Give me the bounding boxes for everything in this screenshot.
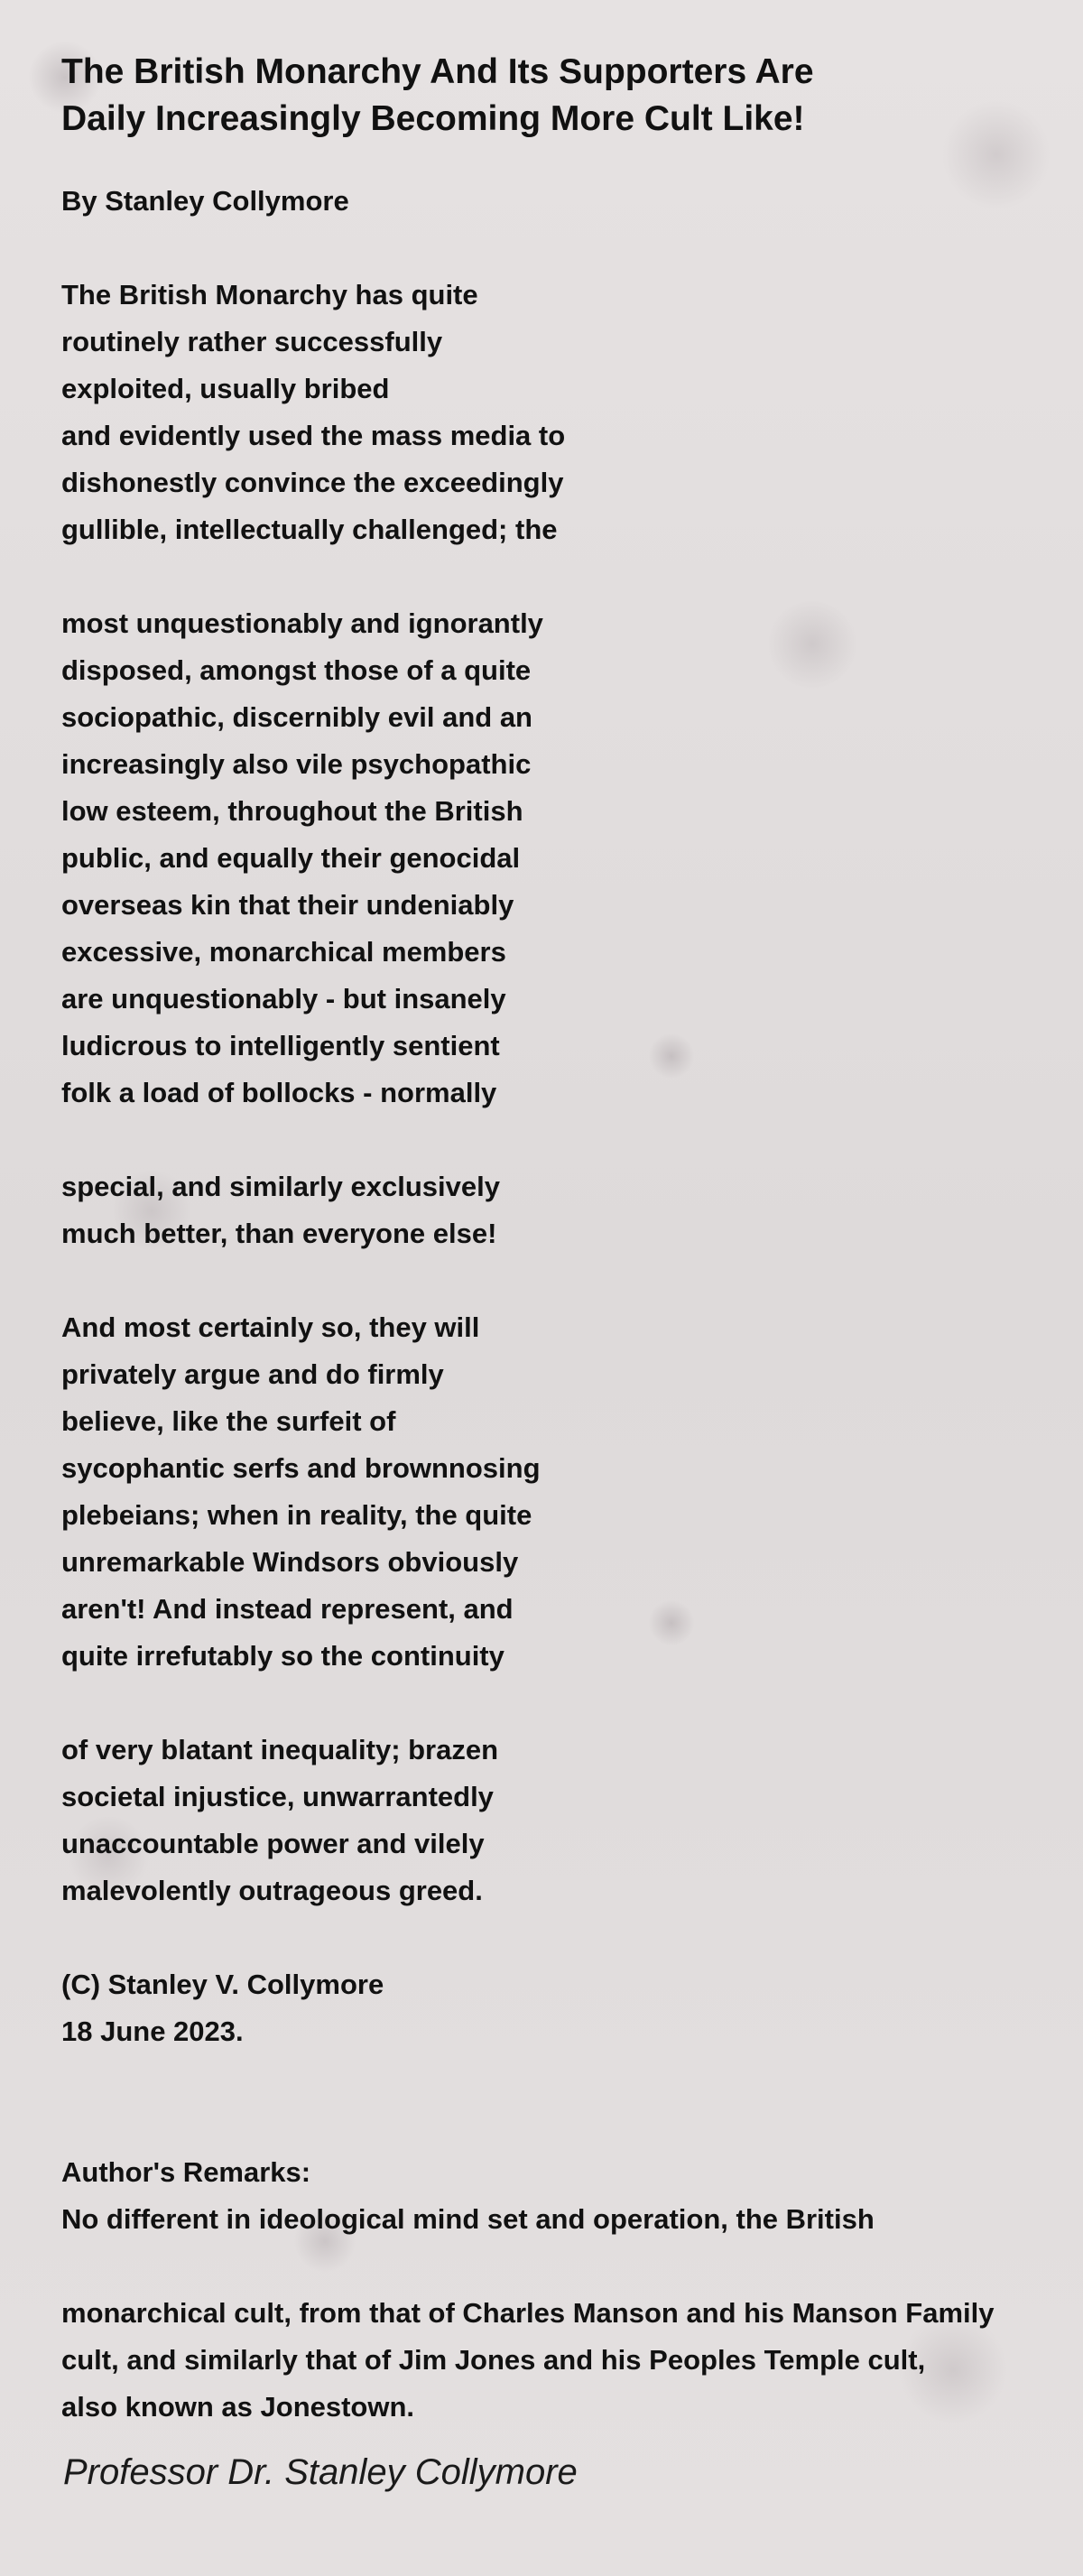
poem-line: And most certainly so, they will (61, 1311, 480, 1343)
poem-line: are unquestionably - but insanely (61, 983, 506, 1015)
poem-line: dishonestly convince the exceedingly (61, 467, 564, 498)
poem-line: exploited, usually bribed (61, 373, 390, 404)
poem-line: The British Monarchy has quite (61, 279, 478, 310)
poem-line: cult, and similarly that of Jim Jones and his Peoples Temple cult, (61, 2344, 926, 2376)
stanza (61, 272, 1083, 553)
poem-line: unaccountable power and vilely (61, 1828, 485, 1859)
poem-title-line: Daily Increasingly Becoming More Cult Like! (61, 99, 805, 138)
poem-line: sycophantic serfs and brownnosing (61, 1452, 541, 1484)
poem-line: also known as Jonestown. (61, 2391, 415, 2423)
stanza (61, 1304, 1083, 1680)
copyright-block (61, 1961, 1083, 2055)
poem-line: low esteem, throughout the British (61, 795, 523, 827)
poem-line: most unquestionably and ignorantly (61, 607, 543, 639)
stanza (61, 2290, 1083, 2431)
poem-body (61, 272, 1083, 2431)
poem-author: By Stanley Collymore (61, 185, 349, 217)
author-signature: Professor Dr. Stanley Collymore (63, 2452, 578, 2492)
author-remarks (61, 2149, 1083, 2243)
poem-line: unremarkable Windsors obviously (61, 1546, 519, 1578)
copyright-line: (C) Stanley V. Collymore (61, 1969, 384, 2000)
poem-line: disposed, amongst those of a quite (61, 654, 532, 686)
poem-line: quite irrefutably so the continuity (61, 1640, 504, 1672)
poem-line: malevolently outrageous greed. (61, 1875, 483, 1906)
poem-line: folk a load of bollocks - normally (61, 1077, 497, 1108)
poem-line: aren't! And instead represent, and (61, 1593, 514, 1625)
poem-line: No different in ideological mind set and operation, the British (61, 2203, 875, 2235)
poem-line: special, and similarly exclusively (61, 1171, 500, 1202)
poem-line: societal injustice, unwarrantedly (61, 1781, 494, 1812)
poem-line: privately argue and do firmly (61, 1358, 444, 1390)
poem-line: public, and equally their genocidal (61, 842, 521, 874)
stanza (61, 1163, 1083, 1257)
poem-line: overseas kin that their undeniably (61, 889, 514, 921)
poem-line: much better, than everyone else! (61, 1218, 497, 1249)
poem-line: monarchical cult, from that of Charles Manson and his Manson Family (61, 2297, 995, 2329)
stanza (61, 1727, 1083, 1914)
poem-title-line: The British Monarchy And Its Supporters Are (61, 52, 814, 91)
poem-line: plebeians; when in reality, the quite (61, 1499, 532, 1531)
date-line: 18 June 2023. (61, 2015, 244, 2047)
poem-line: of very blatant inequality; brazen (61, 1734, 499, 1765)
poem-line: gullible, intellectually challenged; the (61, 514, 558, 545)
poem-line: sociopathic, discernibly evil and an (61, 701, 532, 733)
poem-line: ludicrous to intelligently sentient (61, 1030, 500, 1061)
stanza (61, 600, 1083, 1117)
poem-line: believe, like the surfeit of (61, 1405, 396, 1437)
poem-line: increasingly also vile psychopathic (61, 748, 532, 780)
poem-title (61, 49, 946, 143)
poem-line: and evidently used the mass media to (61, 420, 566, 451)
author-remarks-heading: Author's Remarks: (61, 2156, 311, 2188)
poem-line: routinely rather successfully (61, 326, 443, 357)
poem-line: excessive, monarchical members (61, 936, 506, 968)
